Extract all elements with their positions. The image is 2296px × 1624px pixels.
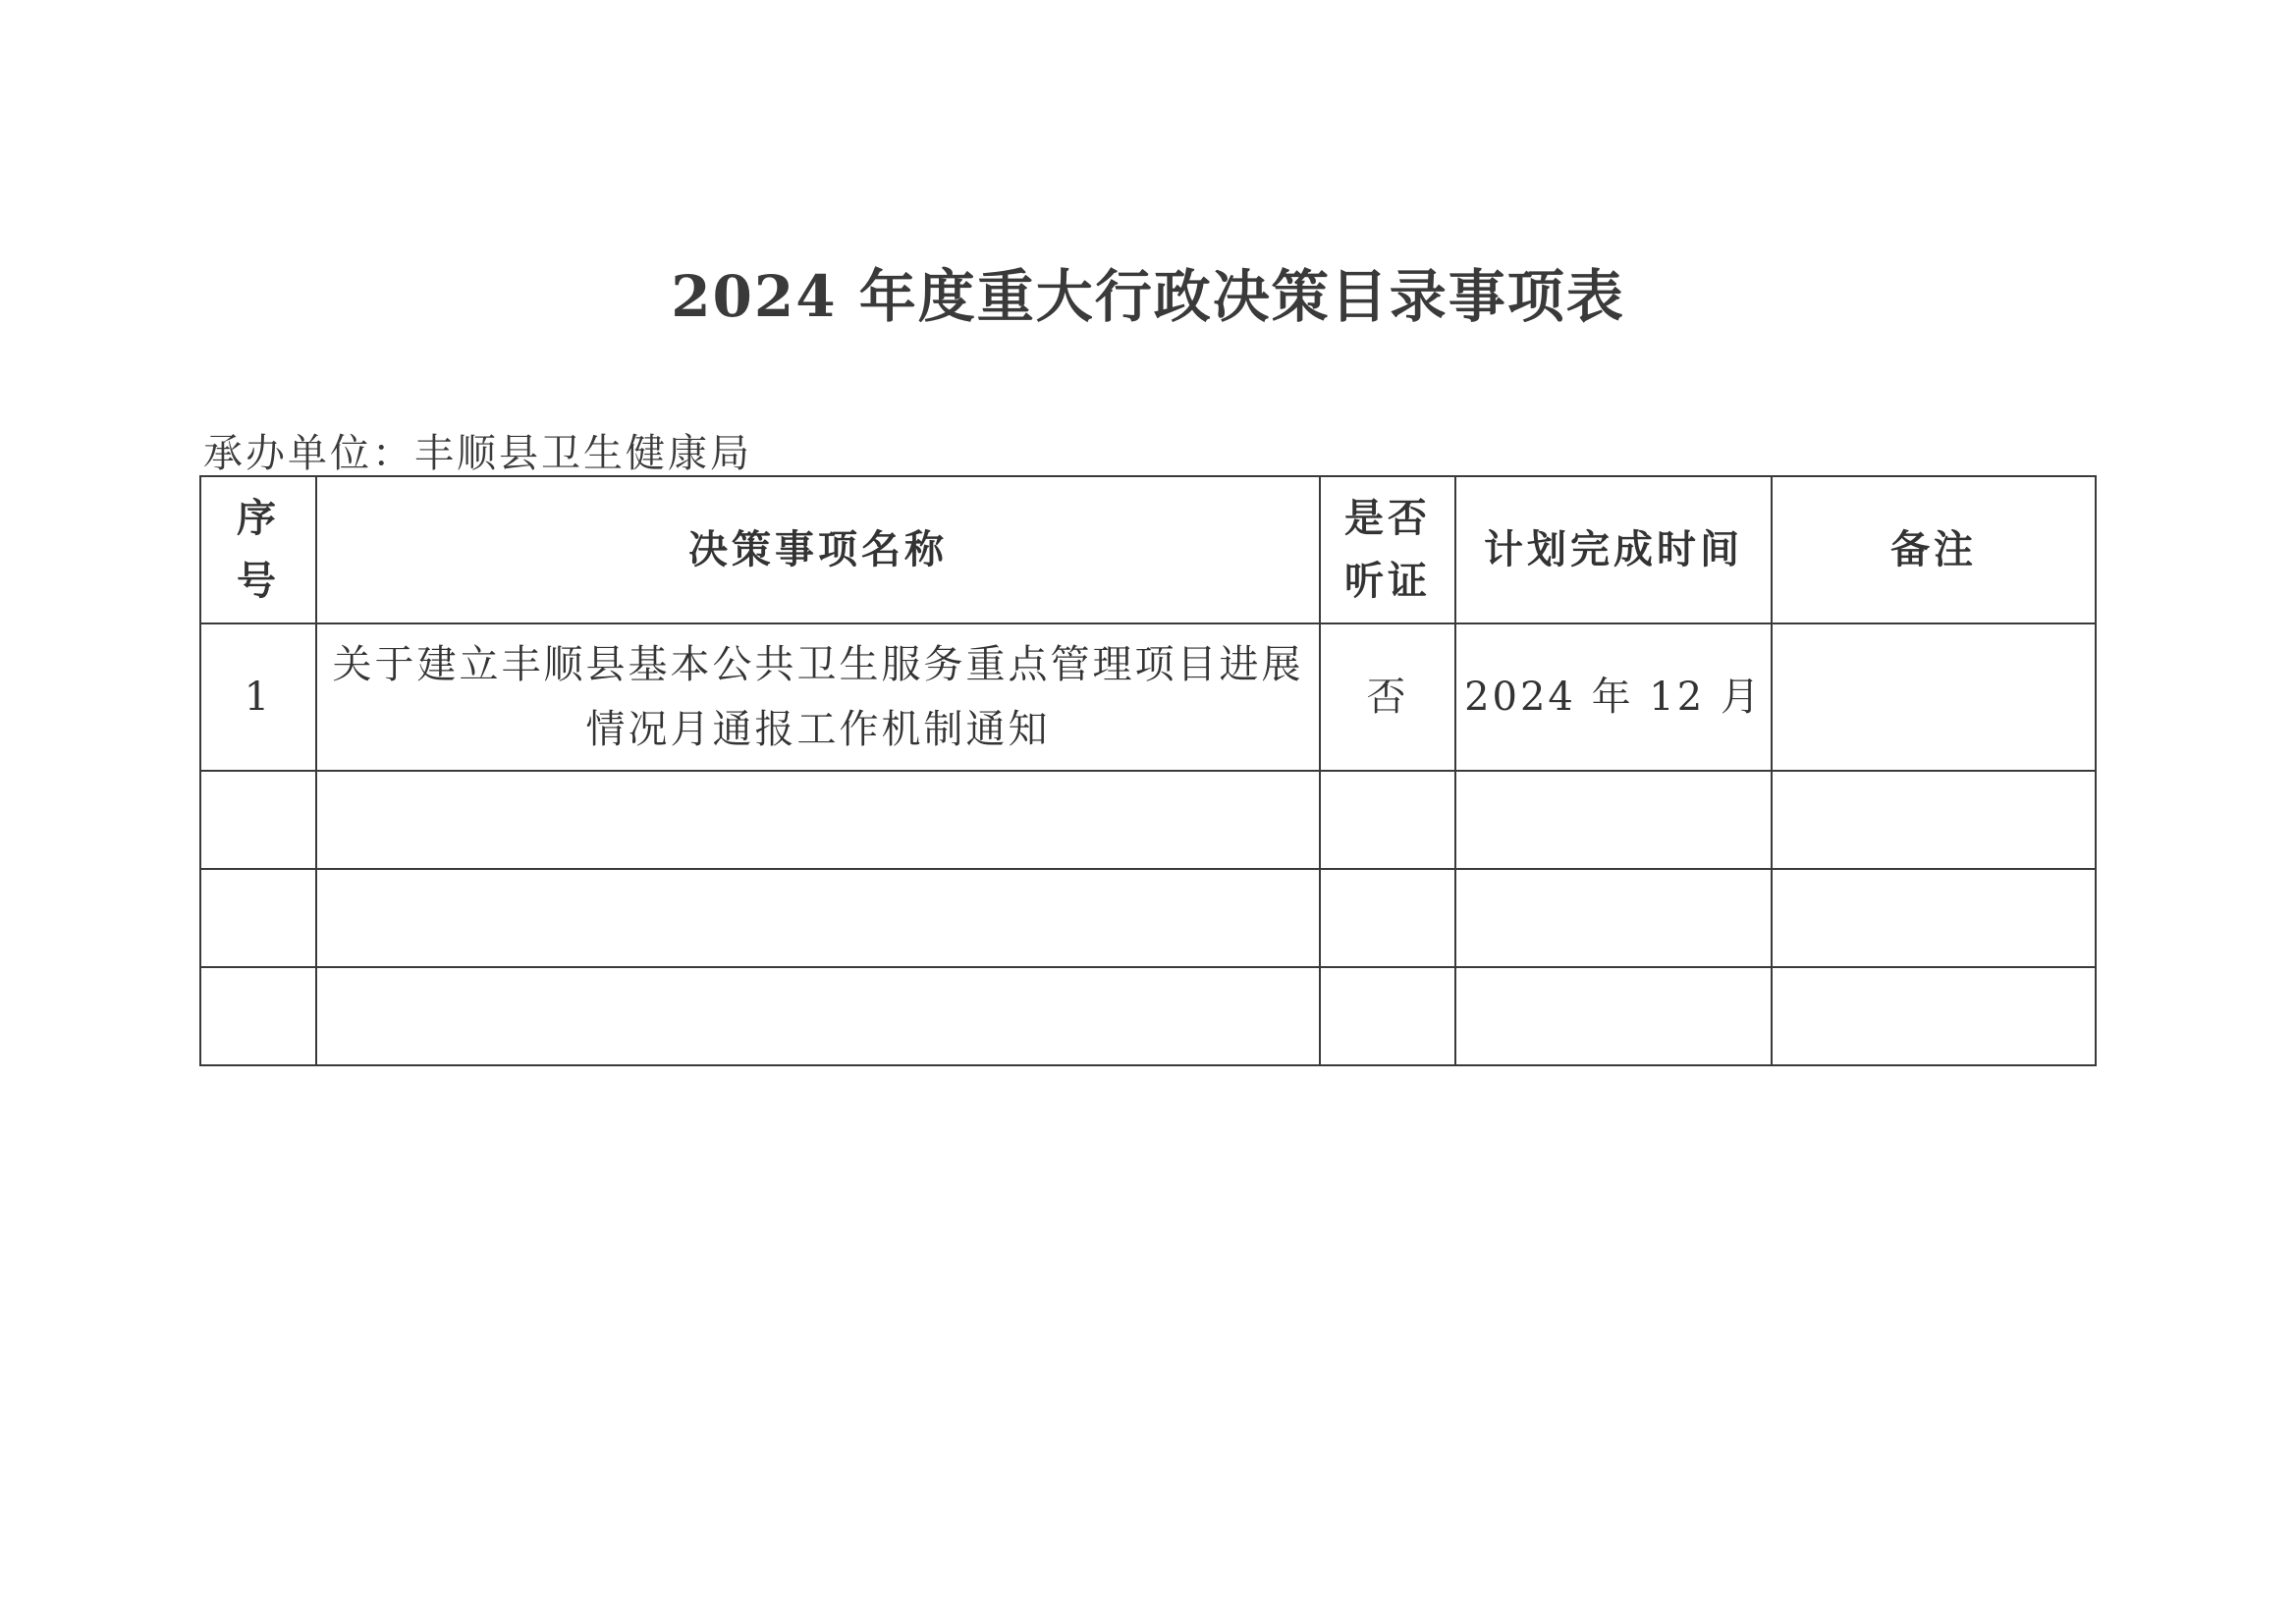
empty-cell [1455,967,1772,1065]
table-header-row [200,476,2096,623]
undertaking-unit: 承办单位：丰顺县卫生健康局 [203,431,752,476]
empty-cell [1320,967,1455,1065]
row-hearing: 否 [1320,623,1455,771]
header-name: 决策事项名称 [316,476,1320,623]
row-name: 关于建立丰顺县基本公共卫生服务重点管理项目进展情况月通报工作机制通知 [316,623,1320,771]
decision-table [199,475,2097,1066]
empty-cell [316,869,1320,967]
row-time: 2024 年 12 月 [1455,623,1772,771]
empty-cell [1772,967,2096,1065]
table-row-empty [200,771,2096,869]
empty-cell [1320,869,1455,967]
table-row-empty [200,869,2096,967]
empty-cell [200,869,316,967]
page-title: 2024 年度重大行政决策目录事项表 [671,263,1625,330]
header-hearing: 是否听证 [1320,476,1455,623]
row-seq: 1 [200,623,316,771]
empty-cell [200,771,316,869]
empty-cell [1455,869,1772,967]
empty-cell [1455,771,1772,869]
header-time: 计划完成时间 [1455,476,1772,623]
empty-cell [200,967,316,1065]
empty-cell [1320,771,1455,869]
table-row [200,623,2096,771]
header-note: 备注 [1772,476,2096,623]
empty-cell [1772,771,2096,869]
table-row-empty [200,967,2096,1065]
empty-cell [1772,869,2096,967]
empty-cell [316,967,1320,1065]
row-note [1772,623,2096,771]
header-seq: 序号 [200,476,316,623]
empty-cell [316,771,1320,869]
